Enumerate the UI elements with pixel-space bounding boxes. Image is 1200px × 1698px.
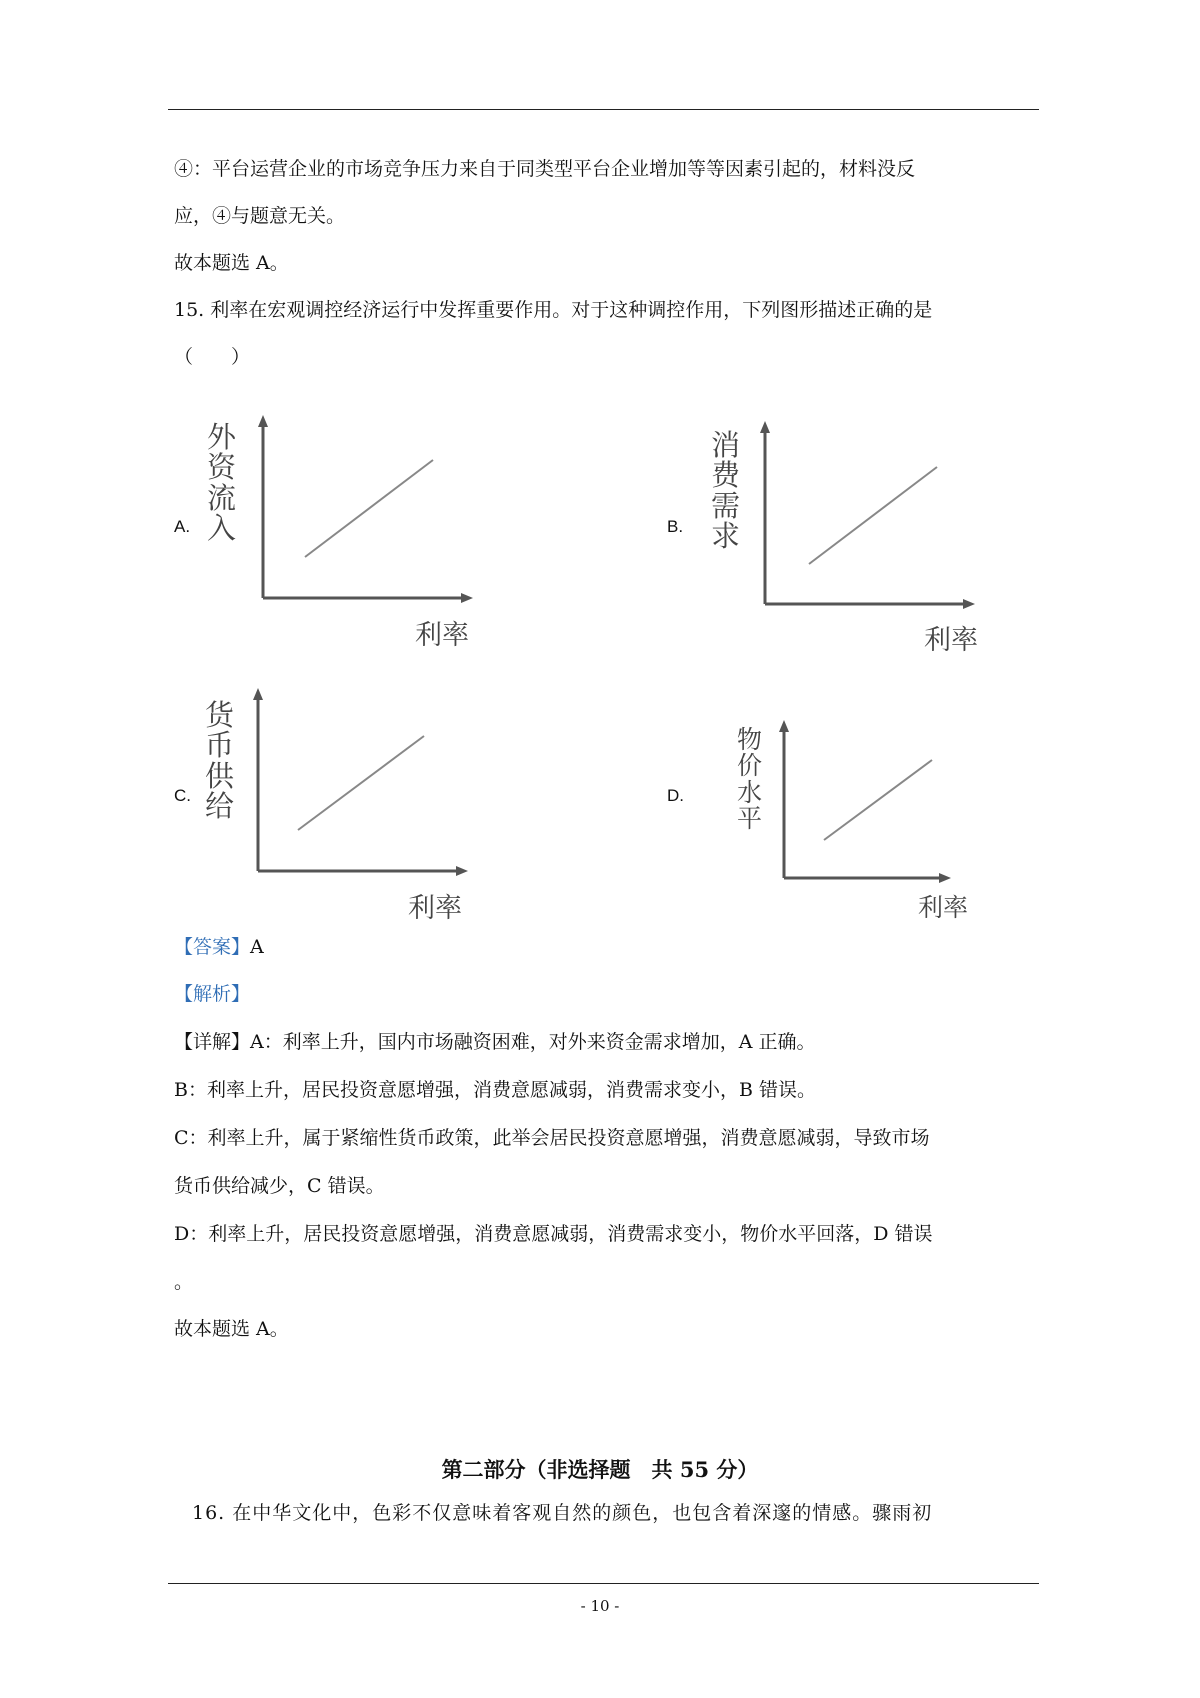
detail-line-a: [174, 1031, 816, 1054]
page-number: - 10 -: [580, 1597, 620, 1615]
answer-tag: 【答案】: [174, 936, 251, 958]
detail-line: D：利率上升，居民投资意愿增强，消费意愿减弱，消费需求变小，物价水平回落，D 错误: [174, 1223, 933, 1245]
text-line: ④：平台运营企业的市场竞争压力来自于同类型平台企业增加等等因素引起的，材料没反: [174, 158, 916, 180]
option-b-xlabel: 利率: [924, 625, 978, 656]
option-a-axes-svg: [255, 415, 475, 615]
option-d-ylabel: 物 价 水 平: [737, 725, 763, 833]
analysis-tag: 【解析】: [174, 983, 251, 1005]
footer-rule: [168, 1583, 1039, 1584]
option-d-letter: D.: [667, 786, 684, 805]
option-d-xlabel: 利率: [918, 893, 969, 922]
option-a-ylabel: 外 资 流 入: [207, 420, 237, 546]
question-15-blank: （ ）: [174, 346, 251, 368]
option-a-letter: A.: [174, 517, 191, 536]
detail-line: 故本题选 A。: [174, 1318, 289, 1340]
option-b-axes-svg: [757, 421, 977, 621]
option-d-graph: [777, 720, 977, 904]
header-rule: [168, 109, 1039, 110]
section-title: 第二部分（非选择题 共 55 分）: [441, 1457, 759, 1482]
question-15-stem: 15. 利率在宏观调控经济运行中发挥重要作用。对于这种调控作用，下列图形描述正确的是: [174, 299, 933, 321]
option-d-axes-svg: [777, 720, 977, 900]
option-b-letter: B.: [667, 517, 684, 536]
detail-a-text: A：利率上升，国内市场融资困难，对外来资金需求增加，A 正确。: [250, 1031, 816, 1053]
option-b-graph: [757, 421, 977, 625]
answer-line: [174, 936, 264, 959]
detail-line: C：利率上升，属于紧缩性货币政策，此举会居民投资意愿增强，消费意愿减弱，导致市场: [174, 1127, 930, 1149]
detail-line: 。: [174, 1271, 194, 1293]
detail-line: 货币供给减少，C 错误。: [174, 1175, 385, 1197]
option-c-xlabel: 利率: [408, 893, 462, 924]
detail-tag: 【详解】: [174, 1031, 251, 1053]
option-c-letter: C.: [174, 786, 191, 805]
option-b-ylabel: 消 费 需 求: [711, 428, 741, 554]
option-c-axes-svg: [250, 688, 470, 888]
text-line: 应，④与题意无关。: [174, 205, 346, 227]
answer-value: A: [250, 936, 264, 958]
option-a-graph: [255, 415, 475, 619]
option-c-ylabel: 货 币 供 给: [205, 698, 235, 824]
detail-line: B：利率上升，居民投资意愿增强，消费意愿减弱，消费需求变小，B 错误。: [174, 1079, 816, 1101]
option-c-graph: [250, 688, 470, 892]
option-a-xlabel: 利率: [415, 620, 469, 651]
question-16-stem: 16. 在中华文化中，色彩不仅意味着客观自然的颜色，也包含着深邃的情感。骤雨初: [192, 1502, 933, 1524]
text-line: 故本题选 A。: [174, 252, 289, 274]
